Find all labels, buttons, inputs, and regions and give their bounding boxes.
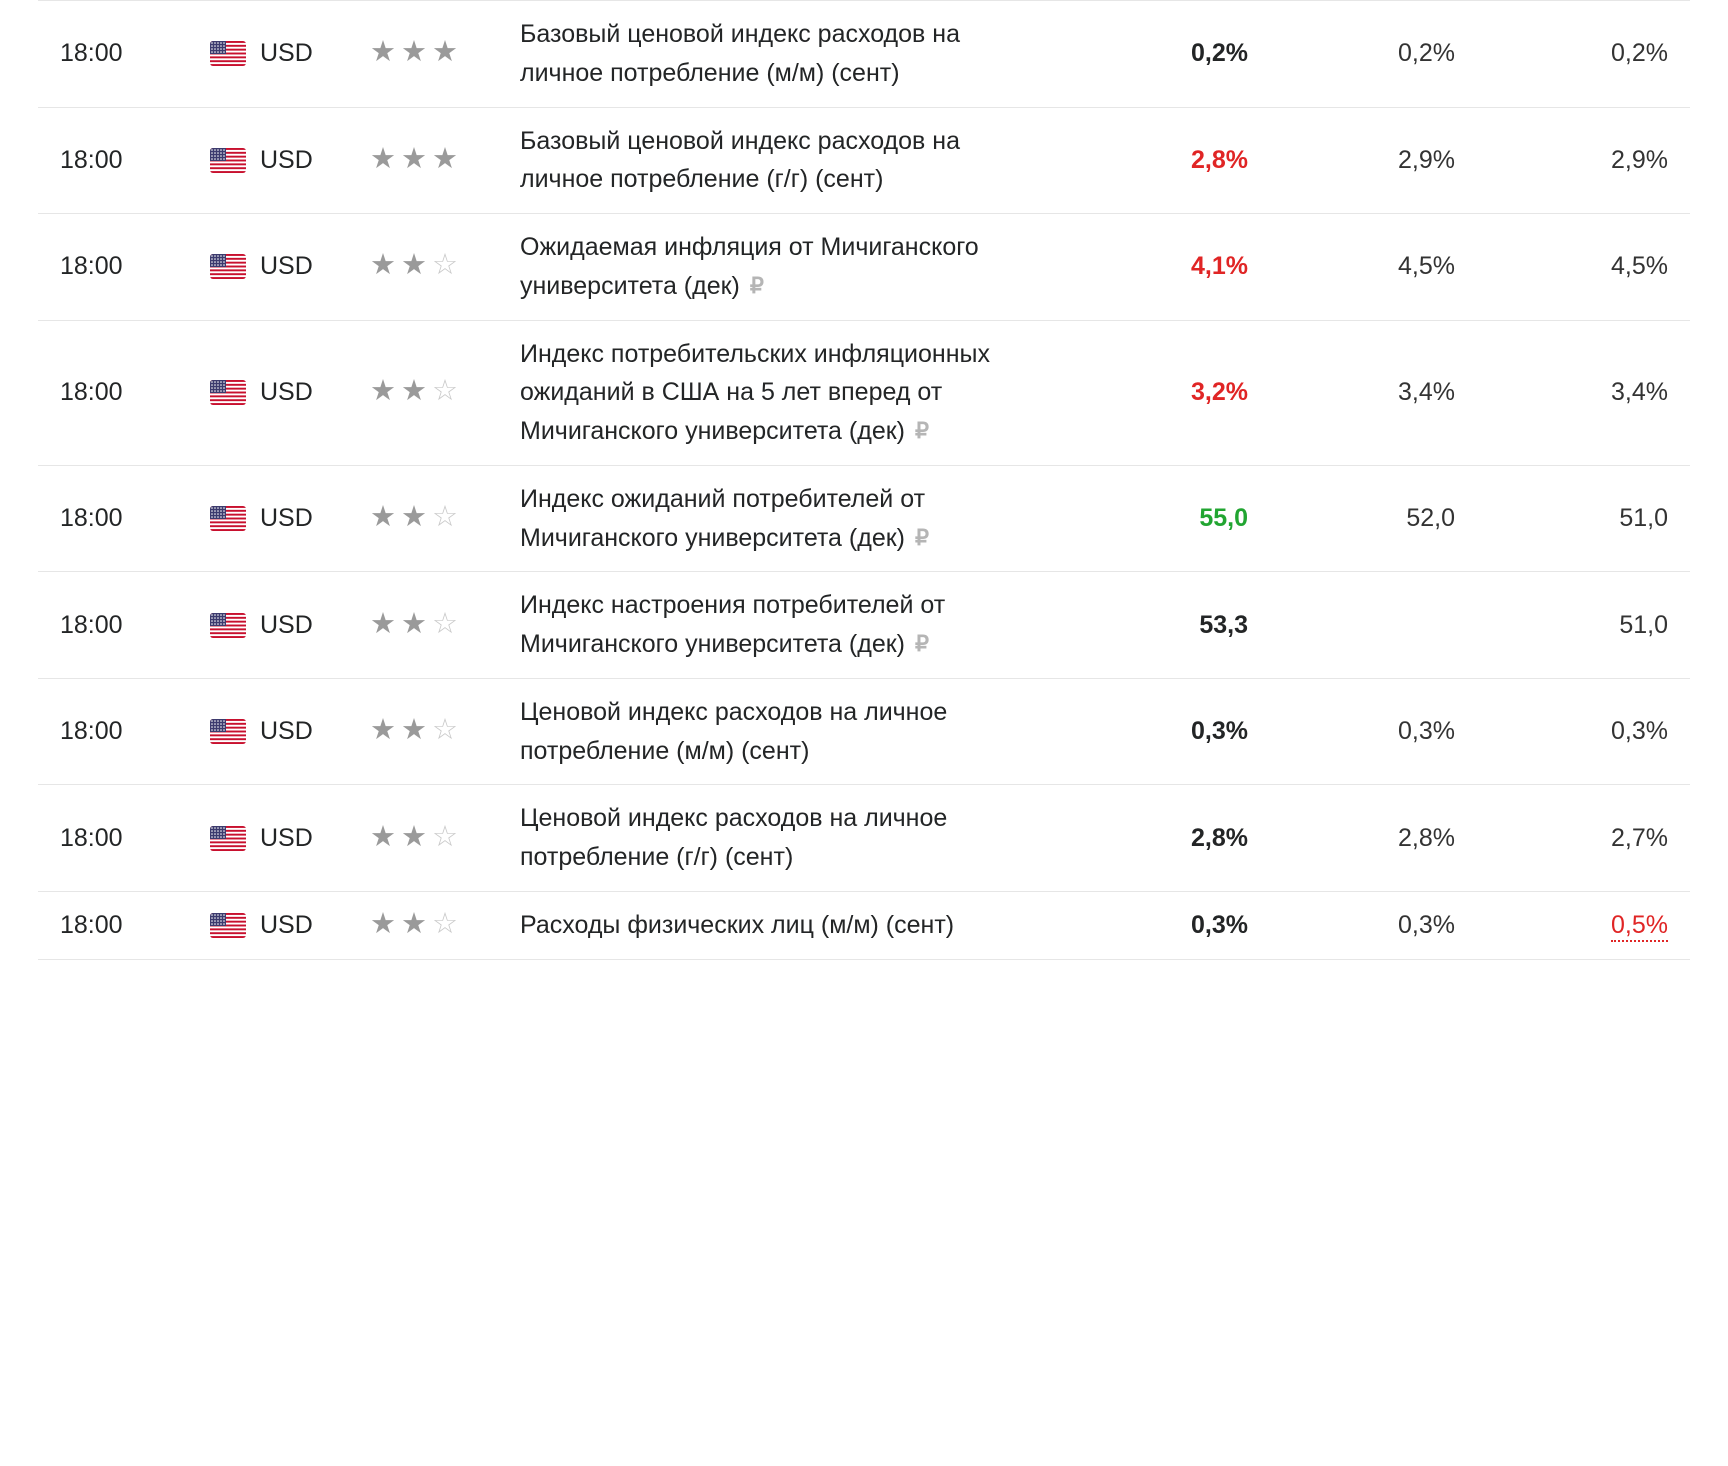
currency-cell <box>210 785 370 892</box>
importance-stars[interactable] <box>370 678 520 785</box>
star-filled-icon: ★ <box>401 501 432 534</box>
actual-value <box>1048 320 1270 465</box>
star-filled-icon: ★ <box>370 714 401 747</box>
ruble-icon: ₽ <box>915 631 929 656</box>
previous-value <box>1473 214 1690 321</box>
currency-cell <box>210 465 370 572</box>
star-filled-icon: ★ <box>401 607 432 640</box>
star-filled-icon: ★ <box>401 820 432 853</box>
event-name: Индекс ожиданий потребителей от Мичиганского университета (дек) <box>520 484 926 552</box>
table-row[interactable] <box>38 891 1690 959</box>
ruble-icon: ₽ <box>915 418 929 443</box>
previous-value-text: 4,5% <box>1611 252 1668 281</box>
calendar-rows <box>38 1 1690 960</box>
importance-stars[interactable] <box>370 572 520 679</box>
us-flag-icon <box>210 719 246 744</box>
actual-value <box>1048 785 1270 892</box>
previous-value-text[interactable]: 0,5% <box>1611 911 1668 942</box>
currency-cell <box>210 320 370 465</box>
currency-code: USD <box>260 823 313 852</box>
event-name-cell[interactable] <box>520 572 1048 679</box>
actual-value <box>1048 214 1270 321</box>
previous-value-text: 3,4% <box>1611 378 1668 407</box>
importance-stars[interactable] <box>370 785 520 892</box>
importance-stars[interactable] <box>370 320 520 465</box>
previous-value <box>1473 1 1690 108</box>
event-name-cell[interactable] <box>520 320 1048 465</box>
actual-value-text: 2,8% <box>1191 823 1248 852</box>
star-filled-icon: ★ <box>432 142 463 175</box>
previous-value <box>1473 465 1690 572</box>
table-row[interactable] <box>38 214 1690 321</box>
currency-code: USD <box>260 717 313 746</box>
actual-value-text: 0,3% <box>1191 910 1248 939</box>
previous-value-text: 51,0 <box>1619 504 1668 533</box>
event-time: 18:00 <box>60 823 123 852</box>
actual-value-text: 55,0 <box>1199 504 1248 533</box>
importance-stars[interactable] <box>370 107 520 214</box>
actual-value-text: 0,2% <box>1191 39 1248 68</box>
forecast-value: 0,2% <box>1398 39 1455 68</box>
forecast-value: 4,5% <box>1398 252 1455 281</box>
actual-value-text: 2,8% <box>1191 145 1248 174</box>
event-time: 18:00 <box>60 39 123 68</box>
star-filled-icon: ★ <box>370 501 401 534</box>
economic-calendar-table <box>38 0 1690 960</box>
currency-cell <box>210 107 370 214</box>
currency-code: USD <box>260 910 313 939</box>
forecast-value: 0,3% <box>1398 717 1455 746</box>
star-empty-icon: ☆ <box>432 714 463 747</box>
actual-value-text: 3,2% <box>1191 378 1248 407</box>
star-filled-icon: ★ <box>401 36 432 69</box>
previous-value <box>1473 572 1690 679</box>
event-name-cell[interactable] <box>520 1 1048 108</box>
us-flag-icon <box>210 826 246 851</box>
ruble-icon: ₽ <box>749 272 764 298</box>
event-time: 18:00 <box>60 378 123 407</box>
us-flag-icon <box>210 506 246 531</box>
importance-stars[interactable] <box>370 214 520 321</box>
event-name: Расходы физических лиц (м/м) (сент) <box>520 910 955 939</box>
actual-value-text: 53,3 <box>1199 610 1248 639</box>
us-flag-icon <box>210 913 246 938</box>
event-name-cell[interactable] <box>520 214 1048 321</box>
forecast-value: 2,8% <box>1398 823 1455 852</box>
actual-value <box>1048 572 1270 679</box>
actual-value-text: 4,1% <box>1191 252 1248 281</box>
star-empty-icon: ☆ <box>432 820 463 853</box>
importance-stars[interactable] <box>370 1 520 108</box>
currency-cell <box>210 678 370 785</box>
star-filled-icon: ★ <box>401 907 432 940</box>
star-empty-icon: ☆ <box>432 501 463 534</box>
actual-value <box>1048 107 1270 214</box>
star-empty-icon: ☆ <box>432 375 463 408</box>
previous-value <box>1473 320 1690 465</box>
previous-value-text: 2,9% <box>1611 145 1668 174</box>
ruble-icon: ₽ <box>915 524 929 550</box>
event-time: 18:00 <box>60 610 123 639</box>
star-filled-icon: ★ <box>401 375 432 408</box>
star-filled-icon: ★ <box>370 249 401 282</box>
us-flag-icon <box>210 613 246 638</box>
actual-value <box>1048 465 1270 572</box>
event-name-cell[interactable] <box>520 891 1048 959</box>
forecast-value: 52,0 <box>1406 504 1455 533</box>
forecast-value <box>1270 572 1473 679</box>
previous-value-text: 0,3% <box>1611 717 1668 746</box>
event-time: 18:00 <box>60 504 123 533</box>
event-name: Базовый ценовой индекс расходов на личное потребление (м/м) (сент) <box>520 20 960 87</box>
forecast-value: 0,3% <box>1398 910 1455 939</box>
us-flag-icon <box>210 148 246 173</box>
importance-stars[interactable] <box>370 891 520 959</box>
event-time: 18:00 <box>60 145 123 174</box>
currency-code: USD <box>260 145 313 174</box>
table-row[interactable] <box>38 107 1690 214</box>
currency-code: USD <box>260 39 313 68</box>
event-name: Индекс потребительских инфляционных ожиданий в США на 5 лет вперед от Мичиганского университета (дек) <box>520 339 990 445</box>
us-flag-icon <box>210 380 246 405</box>
star-empty-icon: ☆ <box>432 607 463 640</box>
previous-value <box>1473 785 1690 892</box>
star-filled-icon: ★ <box>370 607 401 640</box>
event-name: Ожидаемая инфляция от Мичиганского университета (дек) <box>520 233 979 300</box>
table-row[interactable] <box>38 320 1690 465</box>
star-filled-icon: ★ <box>401 249 432 282</box>
currency-code: USD <box>260 610 313 639</box>
star-filled-icon: ★ <box>370 36 401 69</box>
table-row[interactable] <box>38 678 1690 785</box>
us-flag-icon <box>210 41 246 66</box>
star-filled-icon: ★ <box>432 36 463 69</box>
forecast-value: 3,4% <box>1398 378 1455 407</box>
currency-code: USD <box>260 504 313 533</box>
previous-value-text: 51,0 <box>1619 610 1668 639</box>
actual-value <box>1048 891 1270 959</box>
currency-code: USD <box>260 378 313 407</box>
previous-value-text: 0,2% <box>1611 39 1668 68</box>
event-time: 18:00 <box>60 910 123 939</box>
previous-value <box>1473 891 1690 959</box>
actual-value <box>1048 678 1270 785</box>
event-time: 18:00 <box>60 717 123 746</box>
us-flag-icon <box>210 254 246 279</box>
currency-code: USD <box>260 252 313 281</box>
currency-cell <box>210 1 370 108</box>
currency-cell <box>210 891 370 959</box>
star-empty-icon: ☆ <box>432 907 463 940</box>
importance-stars[interactable] <box>370 465 520 572</box>
event-name: Ценовой индекс расходов на личное потребление (г/г) (сент) <box>520 804 948 871</box>
previous-value <box>1473 678 1690 785</box>
actual-value-text: 0,3% <box>1191 717 1248 746</box>
star-filled-icon: ★ <box>401 142 432 175</box>
table-row[interactable] <box>38 785 1690 892</box>
star-filled-icon: ★ <box>401 714 432 747</box>
currency-cell <box>210 214 370 321</box>
event-name-cell[interactable] <box>520 678 1048 785</box>
star-filled-icon: ★ <box>370 907 401 940</box>
event-name-cell[interactable] <box>520 785 1048 892</box>
table-row[interactable] <box>38 572 1690 679</box>
previous-value-text: 2,7% <box>1611 823 1668 852</box>
table-row[interactable] <box>38 465 1690 572</box>
star-filled-icon: ★ <box>370 375 401 408</box>
event-name: Индекс настроения потребителей от Мичиганского университета (дек) <box>520 591 946 658</box>
event-name: Ценовой индекс расходов на личное потребление (м/м) (сент) <box>520 697 948 765</box>
event-name-cell[interactable] <box>520 465 1048 572</box>
event-name-cell[interactable] <box>520 107 1048 214</box>
currency-cell <box>210 572 370 679</box>
event-name: Базовый ценовой индекс расходов на личное потребление (г/г) (сент) <box>520 126 960 194</box>
star-filled-icon: ★ <box>370 142 401 175</box>
star-filled-icon: ★ <box>370 820 401 853</box>
star-empty-icon: ☆ <box>432 249 463 282</box>
table-row[interactable] <box>38 1 1690 108</box>
actual-value <box>1048 1 1270 108</box>
previous-value <box>1473 107 1690 214</box>
event-time: 18:00 <box>60 252 123 281</box>
forecast-value: 2,9% <box>1398 145 1455 174</box>
